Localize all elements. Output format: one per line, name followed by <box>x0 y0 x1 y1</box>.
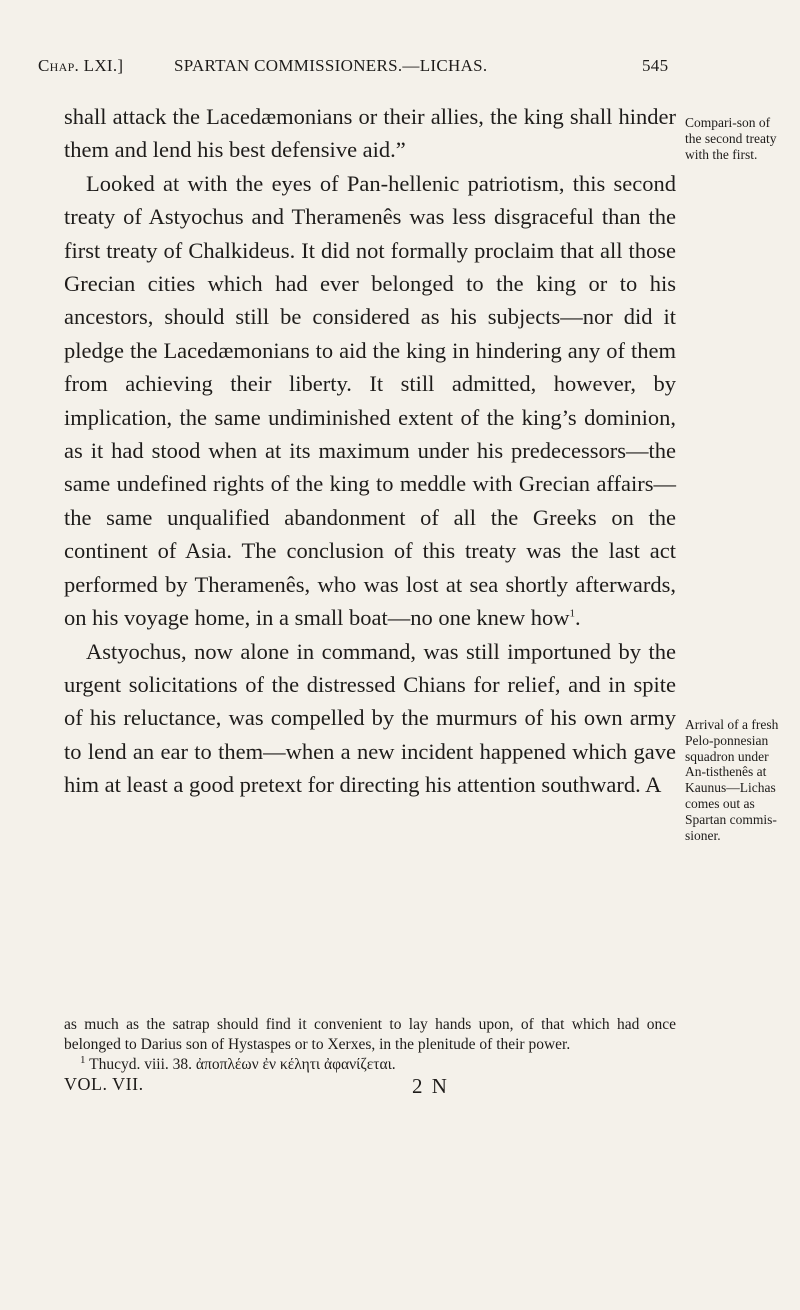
running-title: SPARTAN COMMISSIONERS.—LICHAS. <box>174 56 488 75</box>
footnote-1-mark: 1 <box>80 1053 86 1066</box>
footnote-1-text: Thucyd. viii. 38. ἀποπλέων ἐν κέλητι ἀφανίζεται. <box>89 1056 396 1073</box>
footnote-ref: 1 <box>569 607 576 620</box>
page-number: 545 <box>642 56 669 75</box>
footnotes <box>64 1015 676 1075</box>
paragraph-comparison <box>64 167 676 635</box>
paragraph-astyochus: Astyochus, now alone in command, was still importuned by the urgent solicitations of the distressed Chians for relief, and in spite of his reluctance, was compelled by the murmurs of his own army to lend an ear to them—when a new incident happened which gave him at least a good pretext for directing his attention southward. A <box>64 638 676 798</box>
main-text <box>64 100 676 802</box>
paragraph-comparison-text: Looked at with the eyes of Pan-hellenic patriotism, this second treaty of Astyochus and Theramenês was less disgraceful than the first treaty of Chalkideus. It did not formally proclaim that all those Grecian cities which had ever belonged to the king or to his ancestors, should still be considered as his subjects—nor did it pledge the Lacedæmonians to aid the king in hindering any of them from achieving their liberty. It still admitted, however, by implication, the same undiminished extent of the king’s dominion, as it had stood when at its maximum under his predecessors—the same undefined rights of the king to meddle with Grecian affairs—the same unqualified abandonment of all the Greeks on the continent of Asia. The conclusion of this treaty was the last act performed by Theramenês, who was lost at sea shortly afterwards, on his voyage home, in a small boat—no one knew how <box>64 170 676 631</box>
paragraph-comparison-end: . <box>575 605 581 631</box>
footnote-continuation: as much as the satrap should find it convenient to lay hands upon, of that which had once belonged to Darius son of Hystaspes or to Xerxes, in the plenitude of their power. <box>64 1016 676 1053</box>
volume-label: VOL. VII. <box>64 1074 144 1094</box>
paragraph-continuation: shall attack the Lacedæmonians or their allies, the king shall hinder them and lend his best defensive aid.” <box>64 104 676 163</box>
footnote-1 <box>64 1055 676 1075</box>
margin-note-comparison: Compari-son of the second treaty with the first. <box>685 115 777 162</box>
chapter-label: Chap. LXI.] <box>38 56 124 75</box>
signature-mark: 2 N <box>412 1074 449 1098</box>
margin-note-arrival: Arrival of a fresh Pelo-ponnesian squadron under An-tisthenês at Kaunus—Lichas comes out as Spartan commis-sioner. <box>685 717 779 843</box>
